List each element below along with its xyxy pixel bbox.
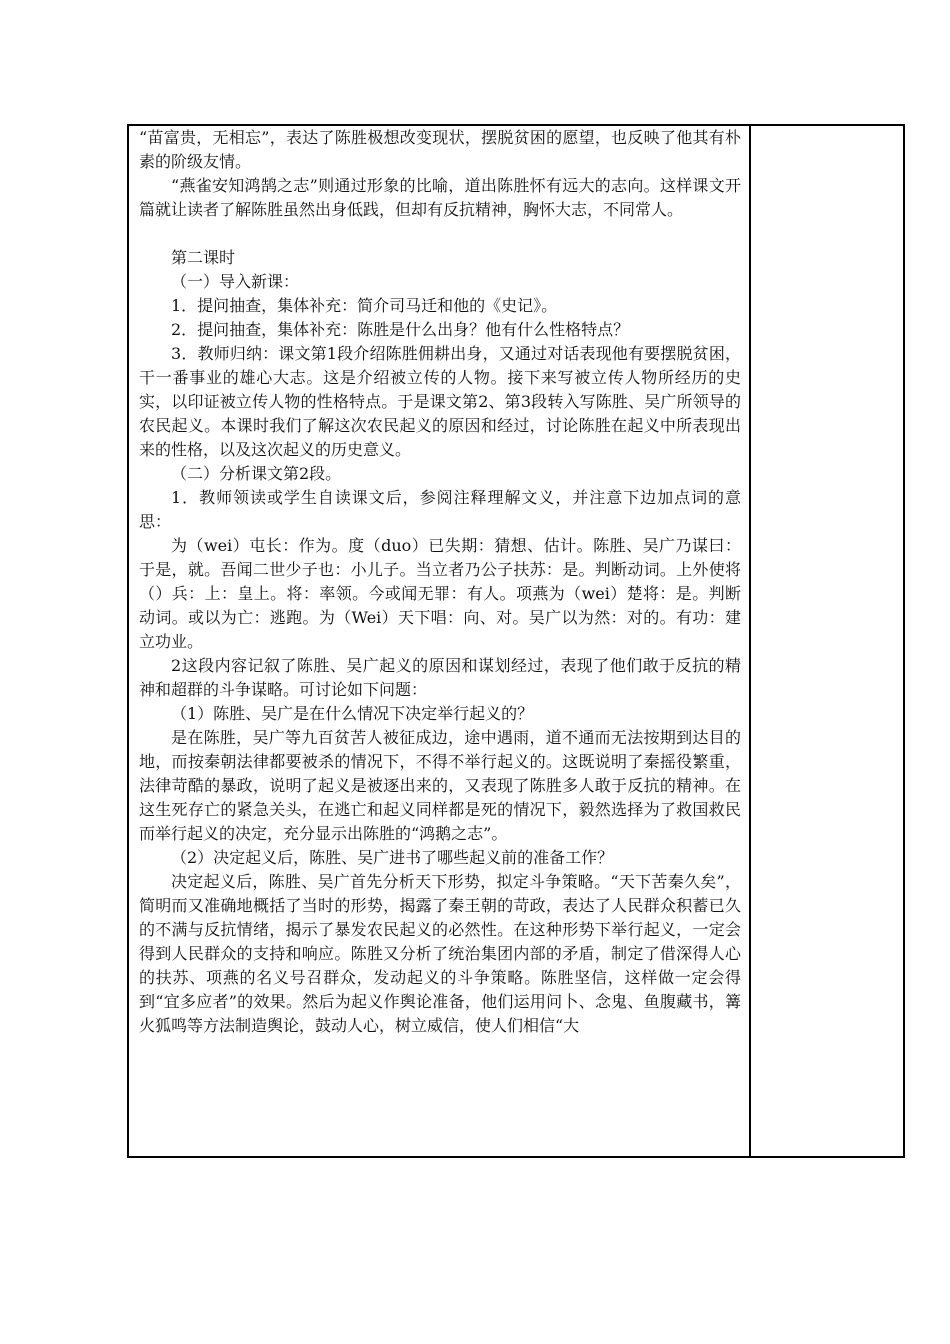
blank-line xyxy=(139,222,741,246)
lesson-content-cell xyxy=(139,126,741,1156)
paragraph-item-3: 3．教师归纳：课文第1段介绍陈胜佣耕出身，又通过对话表现他有要摆脱贫困，干一番事业的雄心大志。这是介绍被立传的人物。接下来写被立传人物所经历的史实，以印证被立传人物的性格特点。于是课文第2、第3段转入写陈胜、吴广所领导的农民起义。本课时我们了解这次农民起义的原因和经过，讨论陈胜在起义中所表现出来的性格，以及这次起义的历史意义。 xyxy=(139,344,741,459)
paragraph-item-4: 1．教师领读或学生自读课文后，参阅注释理解文义，并注意下边加点词的意思： xyxy=(139,488,741,531)
paragraph-item-1: 1．提问抽查，集体补充：简介司马迁和他的《史记》。 xyxy=(171,296,558,315)
notes-cell xyxy=(753,126,903,1156)
question-1: （1）陈胜、吴广是在什么情况下决定举行起义的？ xyxy=(171,704,534,723)
paragraph-2: “燕雀安知鸿鹄之志”则通过形象的比喻，道出陈胜怀有远大的志向。这样课文开篇就让读者了解陈胜虽然出身低践，但却有反抗精神，胸怀大志，不同常人。 xyxy=(139,176,741,219)
paragraph-1: “苗富贵，无相忘”，表达了陈胜极想改变现状，摆脱贫困的愿望，也反映了他其有朴素的阶级友情。 xyxy=(139,128,741,171)
question-2: （2）决定起义后，陈胜、吴广进书了哪些起义前的准备工作？ xyxy=(171,848,614,867)
answer-1: 是在陈胜，吴广等九百贫苦人被征成边，途中遇雨，道不通而无法按期到达目的地，而按秦朝法律都要被杀的情况下，不得不举行起义的。这既说明了秦摇役繁重，法律苛酷的暴政，说明了起义是被逐出来的，又表现了陈胜多人敢于反抗的精神。在这生死存亡的紧急关头，在逃亡和起义同样都是死的情况下，毅然选择为了救国救民而举行起义的决定，充分显示出陈胜的“鸿鹅之志”。 xyxy=(139,728,741,843)
subsection-heading-2: （二）分析课文第2段。 xyxy=(171,464,342,483)
paragraph-item-2: 2．提问抽查，集体补充：陈胜是什么出身？他有什么性格特点？ xyxy=(171,320,630,339)
column-divider xyxy=(749,126,751,1156)
vocabulary-notes: 为（wei）屯长：作为。度（duo）已失期：猜想、估计。陈胜、吴广乃谋曰：于是，就。吾闻二世少子也：小儿子。当立者乃公子扶苏：是。判断动词。上外使将（）兵：上：皇上。将：率领。今或闻无罪：有人。项燕为（wei）楚将：是。判断动词。或以为亡：逃跑。为（Wei）天下唱：向、对。吴广以为然：对的。有功：建立功业。 xyxy=(139,536,741,651)
answer-2: 决定起义后，陈胜、吴广首先分析天下形势，拟定斗争策略。“天下苦秦久矣”，简明而又准确地概括了当时的形势，揭露了秦王朝的苛政，表达了人民群众积蓄已久的不满与反抗情绪，揭示了暴发农民起义的必然性。在这种形势下举行起义，一定会得到人民群众的支持和响应。陈胜又分析了统治集团内部的矛盾，制定了借深得人心的扶苏、项燕的名义号召群众，发动起义的斗争策略。陈胜坚信，这样做一定会得到“宜多应者”的效果。然后为起义作舆论准备，他们运用问卜、念鬼、鱼腹藏书，篝火狐鸣等方法制造舆论，鼓动人心，树立威信，使人们相信“大 xyxy=(139,872,741,1035)
subsection-heading-1: （一）导入新课： xyxy=(171,272,300,291)
section-heading: 第二课时 xyxy=(171,248,236,267)
paragraph-item-5: 2这段内容记叙了陈胜、吴广起义的原因和谋划经过，表现了他们敢于反抗的精神和超群的斗争谋略。可讨论如下问题： xyxy=(139,656,741,699)
lesson-table xyxy=(127,124,905,1158)
